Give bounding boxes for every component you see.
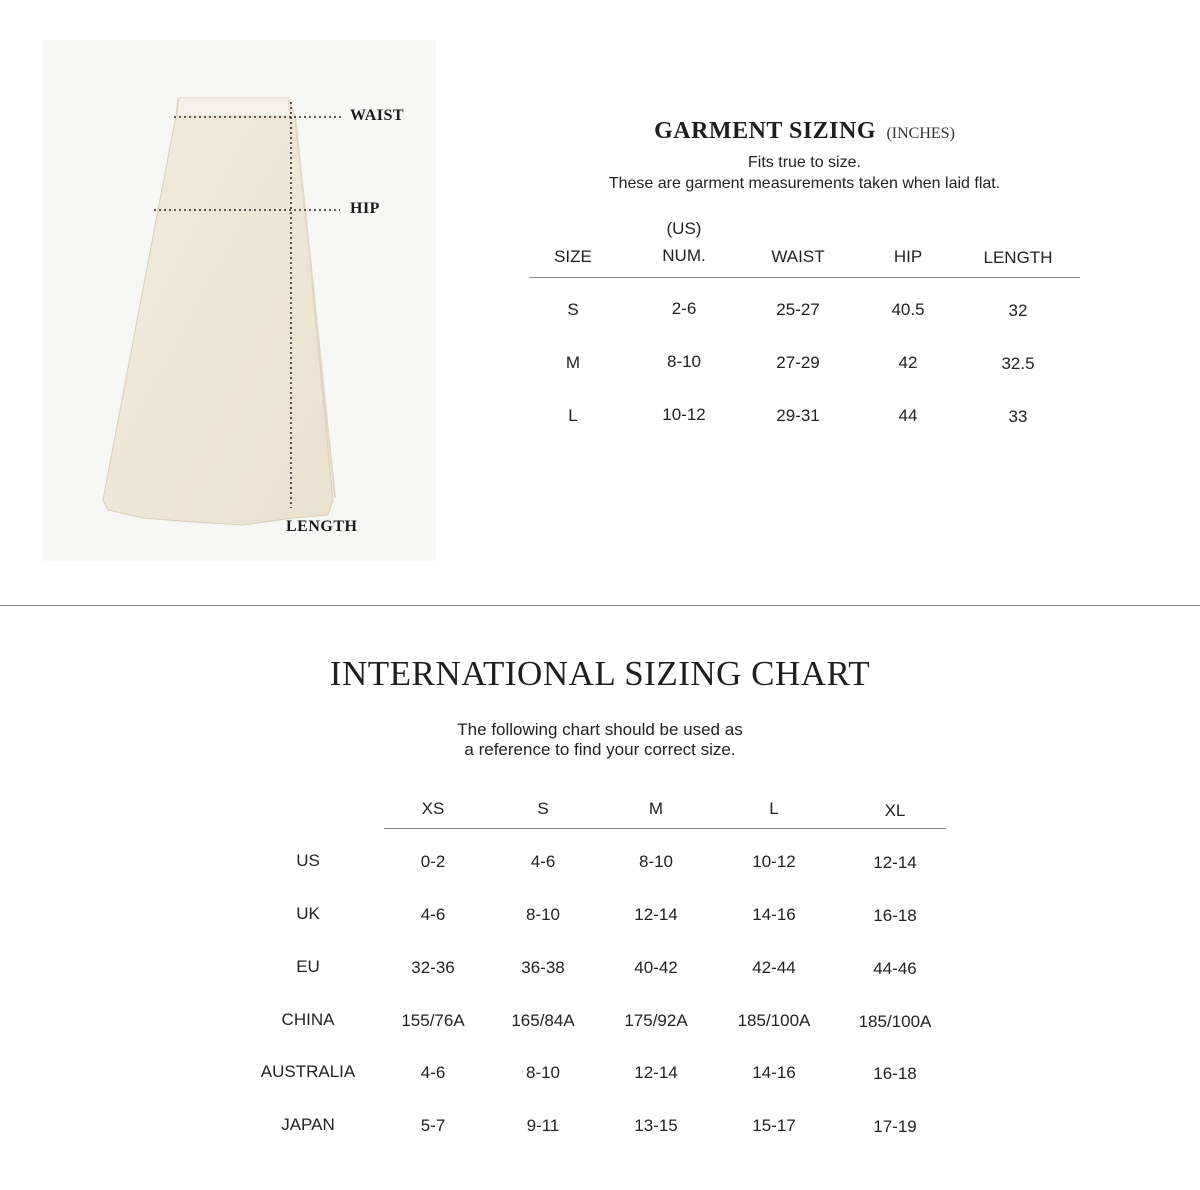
table-cell: 33 xyxy=(1008,407,1028,426)
table-cell: 155/76A xyxy=(401,1011,465,1030)
table-cell: 14-16 xyxy=(752,905,796,924)
table-cell: 4-6 xyxy=(420,1063,446,1082)
table-cell: 4-6 xyxy=(530,852,556,871)
table-cell: 12-14 xyxy=(873,853,917,872)
table-cell: M xyxy=(565,353,581,372)
length-label: LENGTH xyxy=(286,518,358,535)
column-header-m: M xyxy=(648,799,664,818)
row-label-china: CHINA xyxy=(281,1010,335,1029)
garment-subtitle-line-1: Fits true to size. xyxy=(748,154,861,171)
table-cell: 5-7 xyxy=(420,1116,446,1135)
table-cell: 0-2 xyxy=(420,852,446,871)
table-cell: 4-6 xyxy=(420,905,446,924)
header-hip: HIP xyxy=(893,247,923,266)
column-header-xs: XS xyxy=(421,799,445,818)
table-cell: 16-18 xyxy=(873,906,917,925)
table-cell: S xyxy=(567,300,579,319)
table-cell: 36-38 xyxy=(521,958,565,977)
row-label-australia: AUSTRALIA xyxy=(260,1062,356,1081)
international-sizing-title: INTERNATIONAL SIZING CHART xyxy=(329,654,871,693)
column-header-l: L xyxy=(769,799,779,818)
row-label-us: US xyxy=(296,851,320,870)
header-size: SIZE xyxy=(554,247,592,266)
header-waist: WAIST xyxy=(771,247,825,266)
table-cell: 14-16 xyxy=(752,1063,796,1082)
header-us-prefix: (US) xyxy=(666,219,702,238)
column-header-xl: XL xyxy=(884,801,906,820)
header-num: NUM. xyxy=(662,246,706,265)
garment-subtitle-line-2: These are garment measurements taken when laid flat. xyxy=(608,175,1001,192)
table-cell: 42-44 xyxy=(752,958,796,977)
table-cell: 32-36 xyxy=(411,958,455,977)
garment-title-main: GARMENT SIZING xyxy=(654,118,877,144)
table-cell: 8-10 xyxy=(525,905,561,924)
garment-header-rule xyxy=(529,277,1080,278)
table-cell: 185/100A xyxy=(858,1012,932,1031)
table-cell: 165/84A xyxy=(511,1011,575,1030)
table-cell: 12-14 xyxy=(634,905,678,924)
table-cell: 185/100A xyxy=(737,1011,811,1030)
table-cell: L xyxy=(568,406,578,425)
table-cell: 29-31 xyxy=(776,406,820,425)
row-label-japan: JAPAN xyxy=(281,1115,335,1134)
table-cell: 15-17 xyxy=(752,1116,796,1135)
international-subtitle-line-1: The following chart should be used as xyxy=(457,720,743,739)
column-header-s: S xyxy=(537,799,549,818)
table-cell: 10-12 xyxy=(752,852,796,871)
table-cell: 175/92A xyxy=(624,1011,688,1030)
international-subtitle-line-2: a reference to find your correct size. xyxy=(464,740,736,759)
garment-sizing-title xyxy=(528,118,1081,145)
hip-label: HIP xyxy=(350,200,380,217)
table-cell: 2-6 xyxy=(671,299,697,318)
section-divider xyxy=(0,605,1200,606)
garment-title-unit: (INCHES) xyxy=(886,125,955,142)
table-cell: 25-27 xyxy=(776,300,820,319)
header-length: LENGTH xyxy=(983,248,1053,267)
table-cell: 44-46 xyxy=(873,959,917,978)
table-cell: 17-19 xyxy=(873,1117,917,1136)
table-cell: 32 xyxy=(1008,301,1028,320)
table-cell: 32.5 xyxy=(1001,354,1035,373)
table-cell: 16-18 xyxy=(873,1064,917,1083)
table-cell: 8-10 xyxy=(525,1063,561,1082)
table-cell: 8-10 xyxy=(666,352,702,371)
table-cell: 42 xyxy=(898,353,918,372)
international-header-rule xyxy=(384,828,946,829)
table-cell: 44 xyxy=(898,406,918,425)
table-cell: 9-11 xyxy=(526,1116,560,1135)
row-label-uk: UK xyxy=(296,904,320,923)
table-cell: 12-14 xyxy=(634,1063,678,1082)
table-cell: 13-15 xyxy=(634,1116,678,1135)
table-cell: 27-29 xyxy=(776,353,820,372)
waist-label: WAIST xyxy=(350,107,405,124)
row-label-eu: EU xyxy=(296,957,320,976)
table-cell: 10-12 xyxy=(662,405,706,424)
table-cell: 40-42 xyxy=(634,958,678,977)
skirt-measurement-diagram xyxy=(43,40,436,561)
table-cell: 8-10 xyxy=(638,852,674,871)
table-cell: 40.5 xyxy=(891,300,925,319)
